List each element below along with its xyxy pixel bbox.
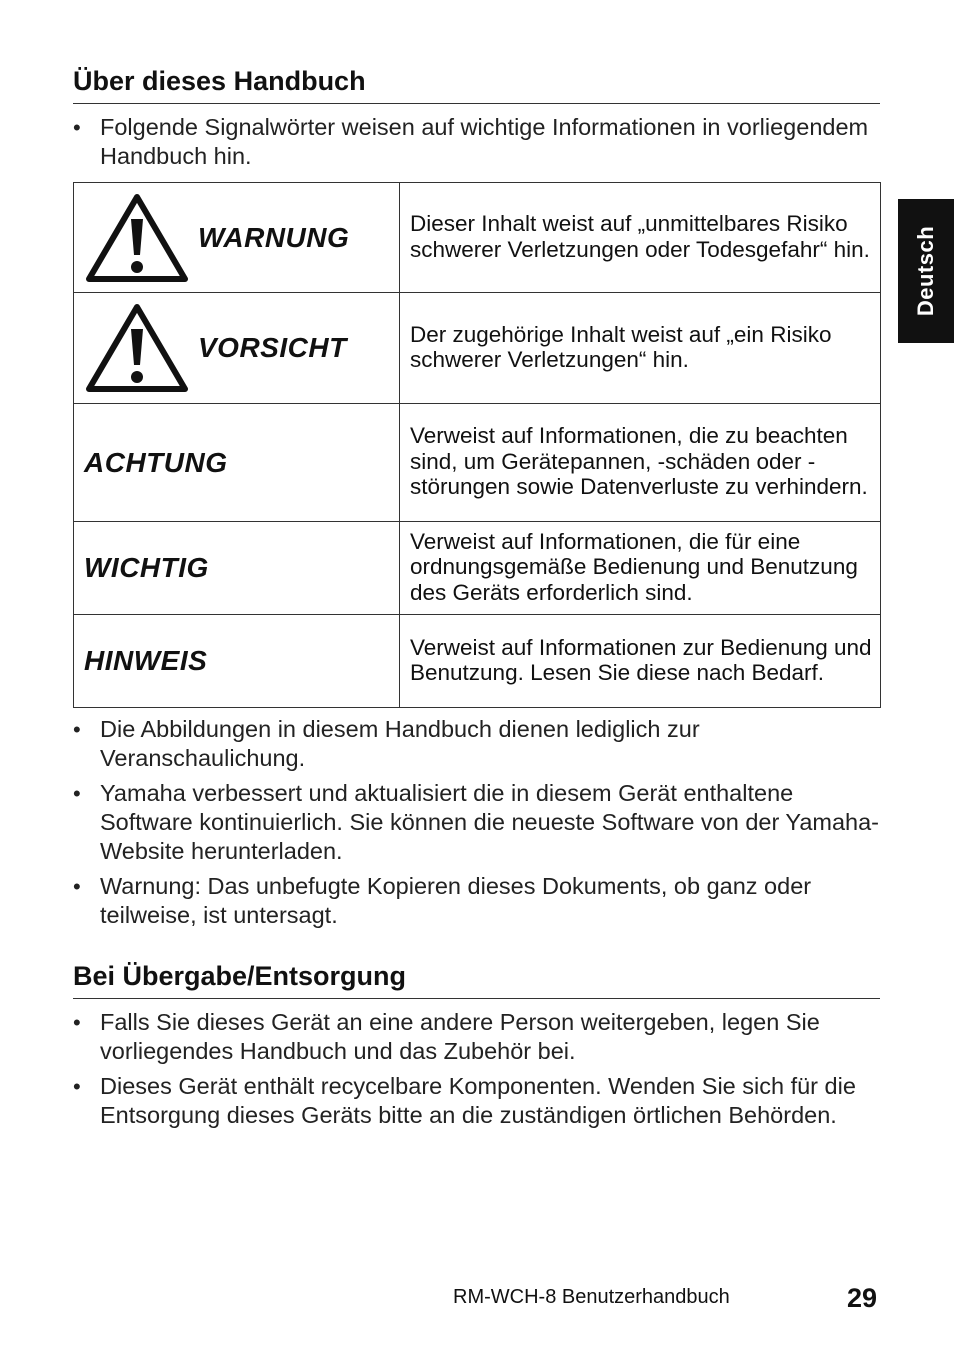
signal-label-warnung: WARNUNG [198,221,350,253]
bullet-marker: • [73,781,81,806]
table-row [74,615,881,708]
intro-bullet-list [73,113,883,177]
warning-triangle-icon [84,191,190,285]
bullet-marker: • [73,874,81,899]
bullet-text: Warnung: Das unbefugte Kopieren dieses Dokuments, ob ganz oder teilweise, ist untersagt. [100,873,812,928]
table-row [74,522,881,615]
bullet-marker: • [73,717,81,742]
list-item [73,113,883,171]
signal-description: Dieser Inhalt weist auf „unmittelbares Risiko schwerer Verletzungen oder Todesgefahr“ hin. [400,183,881,293]
signal-label-achtung: ACHTUNG [84,446,228,478]
notes-bullet-list [73,715,883,936]
bullet-text: Falls Sie dieses Gerät an eine andere Person weitergeben, legen Sie vorliegendes Handbuch und das Zubehör bei. [100,1009,820,1064]
disposal-bullet-list [73,1008,883,1136]
warning-triangle-icon [84,301,190,395]
signal-label-hinweis: HINWEIS [84,645,208,676]
list-item [73,715,883,773]
bullet-text: Yamaha verbessert und aktualisiert die in diesem Gerät enthaltene Software kontinuierlich. Sie können die neueste Software von der Yamaha-Website herunterladen. [100,780,880,864]
bullet-text: Die Abbildungen in diesem Handbuch dienen lediglich zur Veranschaulichung. [100,716,700,771]
page-number: 29 [847,1283,878,1313]
list-item [73,872,883,930]
language-tab-label: Deutsch [913,225,939,317]
signal-label-cell [74,293,400,404]
bullet-marker: • [73,1010,81,1035]
table-row [74,183,881,293]
signal-description: Der zugehörige Inhalt weist auf „ein Risiko schwerer Verletzungen“ hin. [400,293,881,404]
list-item [73,1008,883,1066]
signal-description: Verweist auf Informationen, die zu beachten sind, um Gerätepannen, -schäden oder -störungen sowie Datenverluste zu verhindern. [400,404,881,522]
table-row [74,293,881,404]
bullet-marker: • [73,115,81,140]
signal-label-cell [74,404,400,522]
list-item [73,1072,883,1130]
language-tab [898,199,954,343]
signal-words-table [73,182,881,708]
section-title-disposal: Bei Übergabe/Entsorgung [73,961,880,999]
signal-description: Verweist auf Informationen zur Bedienung und Benutzung. Lesen Sie diese nach Bedarf. [400,615,881,708]
signal-label-cell [74,183,400,293]
signal-description: Verweist auf Informationen, die für eine ordnungsgemäße Bedienung und Benutzung des Geräts erforderlich sind. [400,522,881,615]
bullet-text: Dieses Gerät enthält recycelbare Komponenten. Wenden Sie sich für die Entsorgung dieses Geräts bitte an die zuständigen örtlichen Behörden. [100,1073,856,1128]
signal-label-cell [74,522,400,615]
list-item [73,779,883,866]
signal-label-vorsicht: VORSICHT [198,332,347,363]
bullet-text: Folgende Signalwörter weisen auf wichtige Informationen in vorliegendem Handbuch hin. [100,114,869,169]
footer-manual-title: RM-WCH-8 Benutzerhandbuch [453,1286,730,1308]
table-row [74,404,881,522]
signal-label-wichtig: WICHTIG [84,552,209,583]
section-title-about-manual: Über dieses Handbuch [73,66,880,104]
bullet-marker: • [73,1074,81,1099]
signal-label-cell [74,615,400,708]
